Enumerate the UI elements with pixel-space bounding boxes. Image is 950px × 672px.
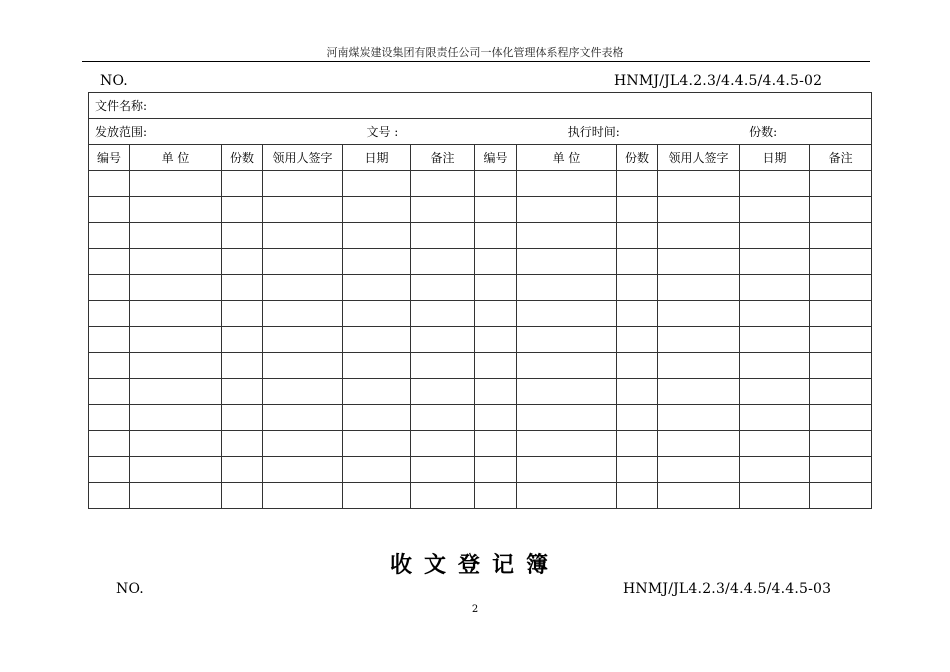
table-cell[interactable]: [617, 197, 658, 223]
table-cell[interactable]: [740, 431, 810, 457]
table-cell[interactable]: [517, 327, 617, 353]
table-cell[interactable]: [130, 171, 222, 197]
table-cell[interactable]: [517, 483, 617, 509]
col-header-unit-2: 单 位: [517, 145, 617, 171]
table-cell[interactable]: [222, 457, 263, 483]
distribution-info-cell[interactable]: [89, 119, 872, 145]
table-cell[interactable]: [222, 405, 263, 431]
col-header-remarks: 备注: [411, 145, 475, 171]
table-cell[interactable]: [617, 249, 658, 275]
table-cell[interactable]: [263, 327, 343, 353]
col-header-date-2: 日期: [740, 145, 810, 171]
table-cell[interactable]: [130, 379, 222, 405]
table-cell[interactable]: [130, 327, 222, 353]
table-cell[interactable]: [658, 483, 740, 509]
column-header-row: [89, 145, 872, 171]
table-cell[interactable]: [89, 457, 130, 483]
table-cell[interactable]: [263, 171, 343, 197]
bottom-no-label: NO.: [116, 581, 144, 597]
doc-no-label: 文号 :: [366, 125, 399, 139]
table-row: [89, 275, 872, 301]
table-cell[interactable]: [411, 405, 475, 431]
table-cell[interactable]: [475, 249, 517, 275]
table-cell[interactable]: [343, 379, 411, 405]
table-cell[interactable]: [740, 223, 810, 249]
table-cell[interactable]: [658, 431, 740, 457]
table-row: [89, 405, 872, 431]
table-cell[interactable]: [740, 379, 810, 405]
document-header: 河南煤炭建设集团有限责任公司一体化管理体系程序文件表格: [326, 46, 624, 59]
table-cell[interactable]: [810, 353, 872, 379]
table-cell[interactable]: [343, 275, 411, 301]
table-cell[interactable]: [263, 379, 343, 405]
table-cell[interactable]: [740, 301, 810, 327]
table-cell[interactable]: [740, 457, 810, 483]
table-cell[interactable]: [411, 275, 475, 301]
col-header-copies: 份数: [222, 145, 263, 171]
col-header-number-2: 编号: [475, 145, 517, 171]
table-cell[interactable]: [343, 405, 411, 431]
table-cell[interactable]: [517, 405, 617, 431]
table-cell[interactable]: [475, 197, 517, 223]
table-cell[interactable]: [740, 275, 810, 301]
table-cell[interactable]: [89, 483, 130, 509]
table-cell[interactable]: [130, 483, 222, 509]
table-cell[interactable]: [263, 431, 343, 457]
table-cell[interactable]: [658, 301, 740, 327]
table-cell[interactable]: [475, 483, 517, 509]
table-cell[interactable]: [617, 483, 658, 509]
table-cell[interactable]: [411, 197, 475, 223]
table-cell[interactable]: [617, 405, 658, 431]
table-cell[interactable]: [658, 223, 740, 249]
table-cell[interactable]: [411, 301, 475, 327]
exec-time-label: 执行时间:: [567, 125, 620, 139]
table-cell[interactable]: [263, 457, 343, 483]
table-cell[interactable]: [263, 197, 343, 223]
table-cell[interactable]: [517, 223, 617, 249]
table-cell[interactable]: [517, 457, 617, 483]
table-cell[interactable]: [517, 379, 617, 405]
bottom-form-code: HNMJ/JL4.2.3/4.4.5/4.4.5-03: [623, 581, 832, 597]
table-row: [89, 431, 872, 457]
table-cell[interactable]: [411, 353, 475, 379]
table-cell[interactable]: [517, 431, 617, 457]
table-cell[interactable]: [222, 353, 263, 379]
table-cell[interactable]: [411, 457, 475, 483]
table-cell[interactable]: [810, 379, 872, 405]
table-row: [89, 483, 872, 509]
file-name-cell[interactable]: [89, 93, 872, 119]
table-cell[interactable]: [130, 249, 222, 275]
table-row: [89, 249, 872, 275]
table-cell[interactable]: [517, 249, 617, 275]
table-row: [89, 353, 872, 379]
table-cell[interactable]: [89, 405, 130, 431]
table-cell[interactable]: [658, 275, 740, 301]
table-cell[interactable]: [475, 405, 517, 431]
table-cell[interactable]: [517, 353, 617, 379]
table-cell[interactable]: [411, 327, 475, 353]
table-cell[interactable]: [517, 275, 617, 301]
table-cell[interactable]: [89, 223, 130, 249]
table-cell[interactable]: [343, 483, 411, 509]
table-cell[interactable]: [130, 275, 222, 301]
table-cell[interactable]: [617, 353, 658, 379]
table-cell[interactable]: [89, 275, 130, 301]
table-cell[interactable]: [89, 327, 130, 353]
table-cell[interactable]: [740, 327, 810, 353]
table-cell[interactable]: [617, 431, 658, 457]
table-cell[interactable]: [740, 405, 810, 431]
table-row: [89, 327, 872, 353]
table-cell[interactable]: [517, 301, 617, 327]
table-row: [89, 197, 872, 223]
table-cell[interactable]: [89, 353, 130, 379]
table-row: [89, 457, 872, 483]
table-cell[interactable]: [263, 353, 343, 379]
table-cell[interactable]: [343, 171, 411, 197]
table-cell[interactable]: [617, 275, 658, 301]
table-cell[interactable]: [343, 197, 411, 223]
table-cell[interactable]: [411, 483, 475, 509]
table-cell[interactable]: [411, 249, 475, 275]
col-header-remarks-2: 备注: [810, 145, 872, 171]
table-cell[interactable]: [343, 353, 411, 379]
table-cell[interactable]: [658, 353, 740, 379]
table-cell[interactable]: [222, 301, 263, 327]
table-cell[interactable]: [658, 327, 740, 353]
table-cell[interactable]: [617, 301, 658, 327]
register-title: 收文登记簿: [389, 553, 560, 578]
table-cell[interactable]: [810, 301, 872, 327]
table-cell[interactable]: [810, 483, 872, 509]
form-body: [89, 171, 872, 509]
table-cell[interactable]: [130, 353, 222, 379]
col-header-number: 编号: [89, 145, 130, 171]
table-cell[interactable]: [343, 223, 411, 249]
table-cell[interactable]: [475, 223, 517, 249]
table-cell[interactable]: [810, 249, 872, 275]
table-cell[interactable]: [130, 405, 222, 431]
table-cell[interactable]: [740, 249, 810, 275]
table-cell[interactable]: [263, 483, 343, 509]
table-cell[interactable]: [658, 379, 740, 405]
table-cell[interactable]: [475, 327, 517, 353]
table-cell[interactable]: [810, 431, 872, 457]
table-cell[interactable]: [411, 431, 475, 457]
table-cell[interactable]: [411, 223, 475, 249]
table-cell[interactable]: [740, 197, 810, 223]
table-cell[interactable]: [740, 483, 810, 509]
table-cell[interactable]: [617, 223, 658, 249]
table-cell[interactable]: [222, 327, 263, 353]
table-cell[interactable]: [263, 301, 343, 327]
table-cell[interactable]: [343, 301, 411, 327]
table-cell[interactable]: [475, 431, 517, 457]
table-cell[interactable]: [343, 457, 411, 483]
table-cell[interactable]: [658, 249, 740, 275]
table-cell[interactable]: [222, 483, 263, 509]
table-row: [89, 301, 872, 327]
table-cell[interactable]: [89, 431, 130, 457]
table-cell[interactable]: [343, 249, 411, 275]
table-cell[interactable]: [475, 275, 517, 301]
distribution-form-table: [88, 92, 872, 509]
table-cell[interactable]: [89, 379, 130, 405]
table-cell[interactable]: [263, 223, 343, 249]
table-cell[interactable]: [130, 457, 222, 483]
table-cell[interactable]: [475, 457, 517, 483]
table-cell[interactable]: [130, 197, 222, 223]
table-cell[interactable]: [263, 405, 343, 431]
table-cell[interactable]: [658, 197, 740, 223]
top-form-code: HNMJ/JL4.2.3/4.4.5/4.4.5-02: [614, 73, 823, 89]
table-cell[interactable]: [810, 275, 872, 301]
table-cell[interactable]: [475, 353, 517, 379]
file-name-label: 文件名称:: [95, 99, 148, 113]
table-cell[interactable]: [89, 249, 130, 275]
table-cell[interactable]: [222, 275, 263, 301]
table-cell[interactable]: [475, 379, 517, 405]
top-no-label: NO.: [100, 73, 128, 89]
table-cell[interactable]: [475, 171, 517, 197]
table-cell[interactable]: [222, 379, 263, 405]
table-row: [89, 379, 872, 405]
table-cell[interactable]: [222, 431, 263, 457]
table-cell[interactable]: [617, 171, 658, 197]
col-header-signature-2: 领用人签字: [658, 145, 740, 171]
page-number: 2: [471, 604, 479, 615]
table-cell[interactable]: [263, 275, 343, 301]
table-cell[interactable]: [810, 405, 872, 431]
table-cell[interactable]: [89, 301, 130, 327]
table-cell[interactable]: [222, 223, 263, 249]
table-cell[interactable]: [810, 223, 872, 249]
table-cell[interactable]: [222, 171, 263, 197]
table-cell[interactable]: [130, 223, 222, 249]
table-cell[interactable]: [517, 197, 617, 223]
table-cell[interactable]: [810, 457, 872, 483]
table-cell[interactable]: [810, 171, 872, 197]
table-cell[interactable]: [411, 379, 475, 405]
table-cell[interactable]: [343, 431, 411, 457]
table-cell[interactable]: [658, 457, 740, 483]
table-cell[interactable]: [517, 171, 617, 197]
col-header-signature: 领用人签字: [263, 145, 343, 171]
table-cell[interactable]: [222, 249, 263, 275]
header-rule: [82, 61, 870, 62]
table-cell[interactable]: [263, 249, 343, 275]
col-header-unit: 单 位: [130, 145, 222, 171]
col-header-date: 日期: [343, 145, 411, 171]
table-row: [89, 223, 872, 249]
table-cell[interactable]: [617, 457, 658, 483]
table-cell[interactable]: [740, 171, 810, 197]
scope-label: 发放范围:: [95, 125, 148, 139]
col-header-copies-2: 份数: [617, 145, 658, 171]
table-cell[interactable]: [658, 405, 740, 431]
table-row: [89, 171, 872, 197]
copies-label: 份数:: [749, 125, 778, 139]
table-cell[interactable]: [130, 431, 222, 457]
table-cell[interactable]: [89, 197, 130, 223]
table-cell[interactable]: [89, 171, 130, 197]
table-cell[interactable]: [658, 171, 740, 197]
table-cell[interactable]: [222, 197, 263, 223]
table-cell[interactable]: [810, 327, 872, 353]
table-cell[interactable]: [810, 197, 872, 223]
table-cell[interactable]: [740, 353, 810, 379]
table-cell[interactable]: [343, 327, 411, 353]
table-cell[interactable]: [475, 301, 517, 327]
table-cell[interactable]: [617, 379, 658, 405]
table-cell[interactable]: [617, 327, 658, 353]
table-cell[interactable]: [411, 171, 475, 197]
table-cell[interactable]: [130, 301, 222, 327]
